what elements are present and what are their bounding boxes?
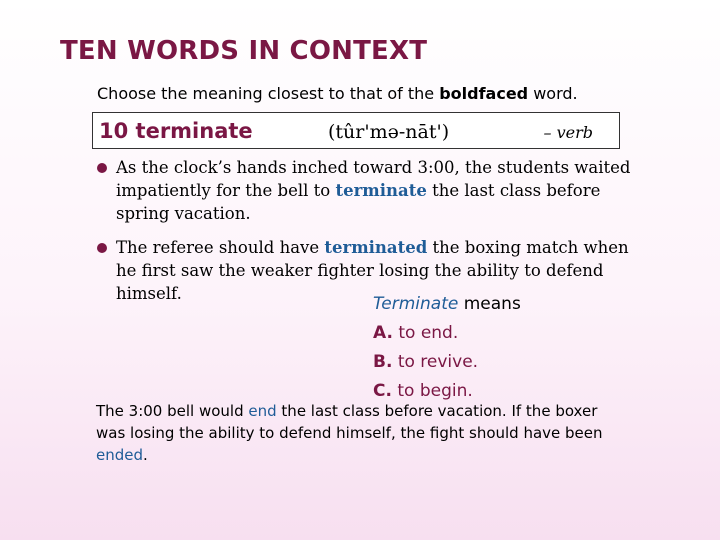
instructions-text: Choose the meaning closest to that of the (97, 84, 440, 103)
question-suffix: means (458, 294, 521, 314)
example-sentence-1 (96, 156, 636, 225)
choice-b[interactable] (373, 348, 521, 377)
choice-a[interactable] (373, 319, 521, 348)
example-text: the boxing match when he first saw the weaker fighter losing the ability to defend himself. (116, 238, 629, 303)
word-entry-box (92, 112, 620, 149)
page-title: TEN WORDS IN CONTEXT (60, 36, 428, 66)
explanation (96, 400, 616, 466)
example-text: The referee should have (116, 238, 325, 257)
choice-letter: C. (373, 381, 392, 401)
explanation-highlight: end (248, 402, 277, 420)
choice-letter: B. (373, 352, 393, 372)
example-text: As the clock’s hands inched toward 3:00, the students waited impatiently for the bell to (116, 158, 631, 200)
example-highlight: terminate (335, 181, 427, 200)
choice-letter: A. (373, 323, 393, 343)
example-highlight: terminated (324, 238, 428, 257)
explanation-text: . (143, 446, 148, 464)
instructions-text-end: word. (528, 84, 578, 103)
bullet-icon (97, 163, 107, 173)
explanation-text: the last class before vacation. If the boxer was losing the ability to defend himself, the fight should have been (96, 402, 603, 442)
choice-text: to end. (398, 323, 459, 343)
instructions-bold: boldfaced (439, 84, 529, 103)
explanation-highlight: ended (96, 446, 144, 464)
pronunciation: (tûr'mə-nāt') (328, 121, 450, 143)
choice-text: to revive. (397, 352, 479, 372)
explanation-text: The 3:00 bell would (96, 402, 249, 420)
answer-choices (373, 290, 521, 406)
question-prompt (373, 290, 521, 319)
example-text: the last class before spring vacation. (116, 181, 601, 223)
instructions (97, 84, 578, 103)
bullet-icon (97, 243, 107, 253)
question-word: Terminate (373, 294, 459, 314)
choice-text: to begin. (397, 381, 473, 401)
part-of-speech: – verb (543, 123, 593, 142)
vocabulary-word: 10 terminate (99, 119, 253, 143)
example-sentence-2 (96, 236, 636, 305)
